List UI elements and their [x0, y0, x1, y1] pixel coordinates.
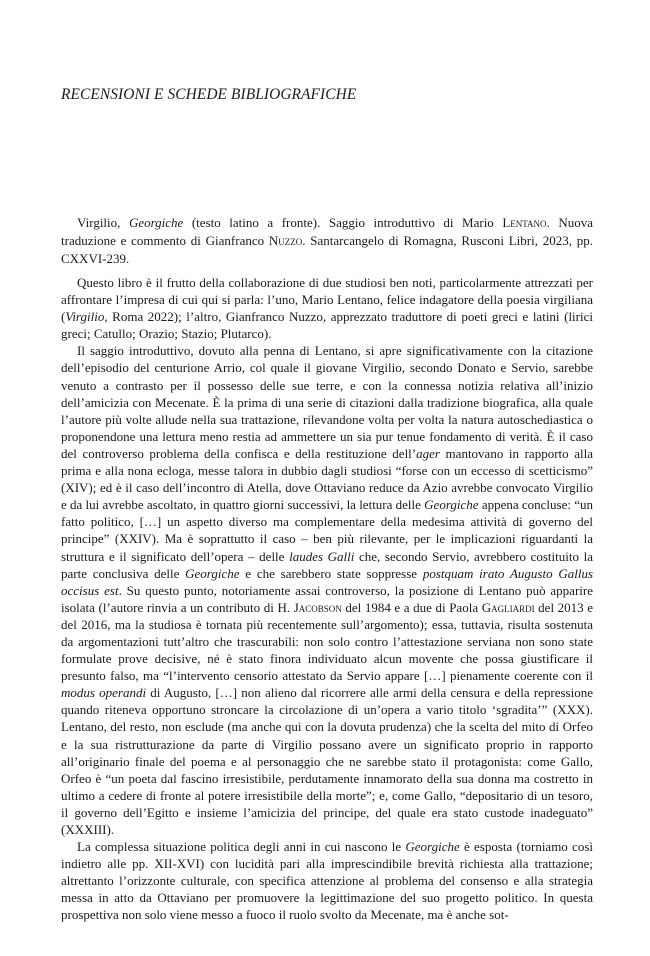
introducer-surname: Lentano	[502, 215, 547, 230]
paragraph-1: Questo libro è il frutto della collaborazione di due studiosi ben noti, particolarmente attrezzati per affrontare l’impresa di cui qui si parla: l’uno, Mario Lentano, felice indagatore della poesia virgiliana (Virgilio, Roma 2022); l’altro, Gianfranco Nuzzo, apprezzato traduttore di poeti greci e latini (lirici greci; Catullo; Orazio; Stazio; Plutarco).	[61, 275, 593, 342]
author-name: Virgilio,	[77, 215, 129, 230]
paragraph-2: Il saggio introduttivo, dovuto alla penna di Lentano, si apre significativamente con la citazione dell’episodio del centurione Arrio, col quale il giovane Virgilio, secondo Donato e Servio, sarebbe venuto a contrasto per il possesso delle sue terre, e con la connessa notizia relativa all’inizio dell’amicizia con Mecenate. È la prima di una serie di citazioni dalla tradizione biografica, alla quale l’autore più volte allude nella sua trattazione, rilevandone volta per volta la natura autoschediastica o proponendone una lettura meno restia ad ammettere un sia pur tenue fondamento di verità. È il caso del controverso problema della confisca e della restituzione dell’ager mantovano in rapporto alla prima e alla nona ecloga, messe talora in dubbio dagli studiosi “forse con un eccesso di scetticismo” (XIV); ed è il caso dell’incontro di Atella, dove Ottaviano reduce da Azio avrebbe convocato Virgilio e da lui avrebbe ascoltato, in quattro giorni successivi, la lettura delle Georgiche appena concluse: “un fatto politico, […] un aspetto diverso ma complementare della medesima attività di governo del principe” (XXIV). Ma è soprattutto il caso – ben più rilevante, per le implicazioni riguardanti la struttura e il significato dell’opera – delle laudes Galli che, secondo Servio, avrebbero costituito la parte conclusiva delle Georgiche e che sarebbero state soppresse postquam irato Augusto Gallus occisus est. Su questo punto, notoriamente assai controverso, la posizione di Lentano può apparire isolata (l’autore rinvia a un contributo di H. Jacobson del 1984 e a due di Paola Gagliardi del 2013 e del 2016, ma la studiosa è tornata più recentemente sull’argomento); essa, tuttavia, risulta sostenuta da argomentazioni tutt’altro che trascurabili: non solo contro l’attestazione serviana non sono state formulate prove decisive, né è stato finora individuato alcun movente che possa giustificare il presunto falso, ma “l’intervento censorio attestato da Servio appare […] pienamente coerente con il modus operandi di Augusto, […] non alieno dal ricorrere alle armi della censura e della repressione quando riteneva opportuno stroncare la circolazione di un’opera a vario titolo ‘sgradita’” (XXX). Lentano, del resto, non esclude (ma anche qui con la dovuta prudenza) che la scelta del mito di Orfeo e la sua ristrutturazione da parte di Virgilio possano avere un significato proprio in rapporto all’originario finale del poema e al personaggio che ne sarebbe stato il protagonista: come Gallo, Orfeo è “un poeta dal fascino irresistibile, perdutamente innamorato della sua donna ma costretto in ultimo a cedere di fronte al potere irresistibile della morte”; e, come Gallo, “depositario di un tesoro, il governo dell’Egitto e insieme l’amicizia del principe, del quale era stato custode inadeguato” (XXXIII).	[61, 343, 594, 837]
work-title: Georgiche	[128, 215, 184, 230]
section-heading: RECENSIONI E SCHEDE BIBLIOGRAFICHE	[61, 86, 357, 103]
review-body	[61, 274, 593, 924]
bibliographic-entry: Virgilio, Georgiche (testo latino a fronte). Saggio introduttivo di Mario Lentano. Nuova traduzione e commento di Gianfranco Nuzzo. Santarcangelo di Romagna, Rusconi Libri, 2023, pp. CXXVI-239.	[61, 215, 593, 266]
paragraph-3: La complessa situazione politica degli anni in cui nascono le Georgiche è esposta (torniamo così indietro alle pp. XII-XVI) con lucidità pari alla imprescindibile brevità richiesta alla trattazione; altrettanto l’orizzonte culturale, con specifica attenzione al problema del consenso e alla strategia messa in atto da Ottaviano per promuovere la legittimazione del suo progetto politico. In questa prospettiva non solo viene messo a fuoco il ruolo svolto da Mecenate, ma è anche sot-	[61, 839, 593, 923]
translator-surname: Nuzzo	[268, 232, 303, 248]
